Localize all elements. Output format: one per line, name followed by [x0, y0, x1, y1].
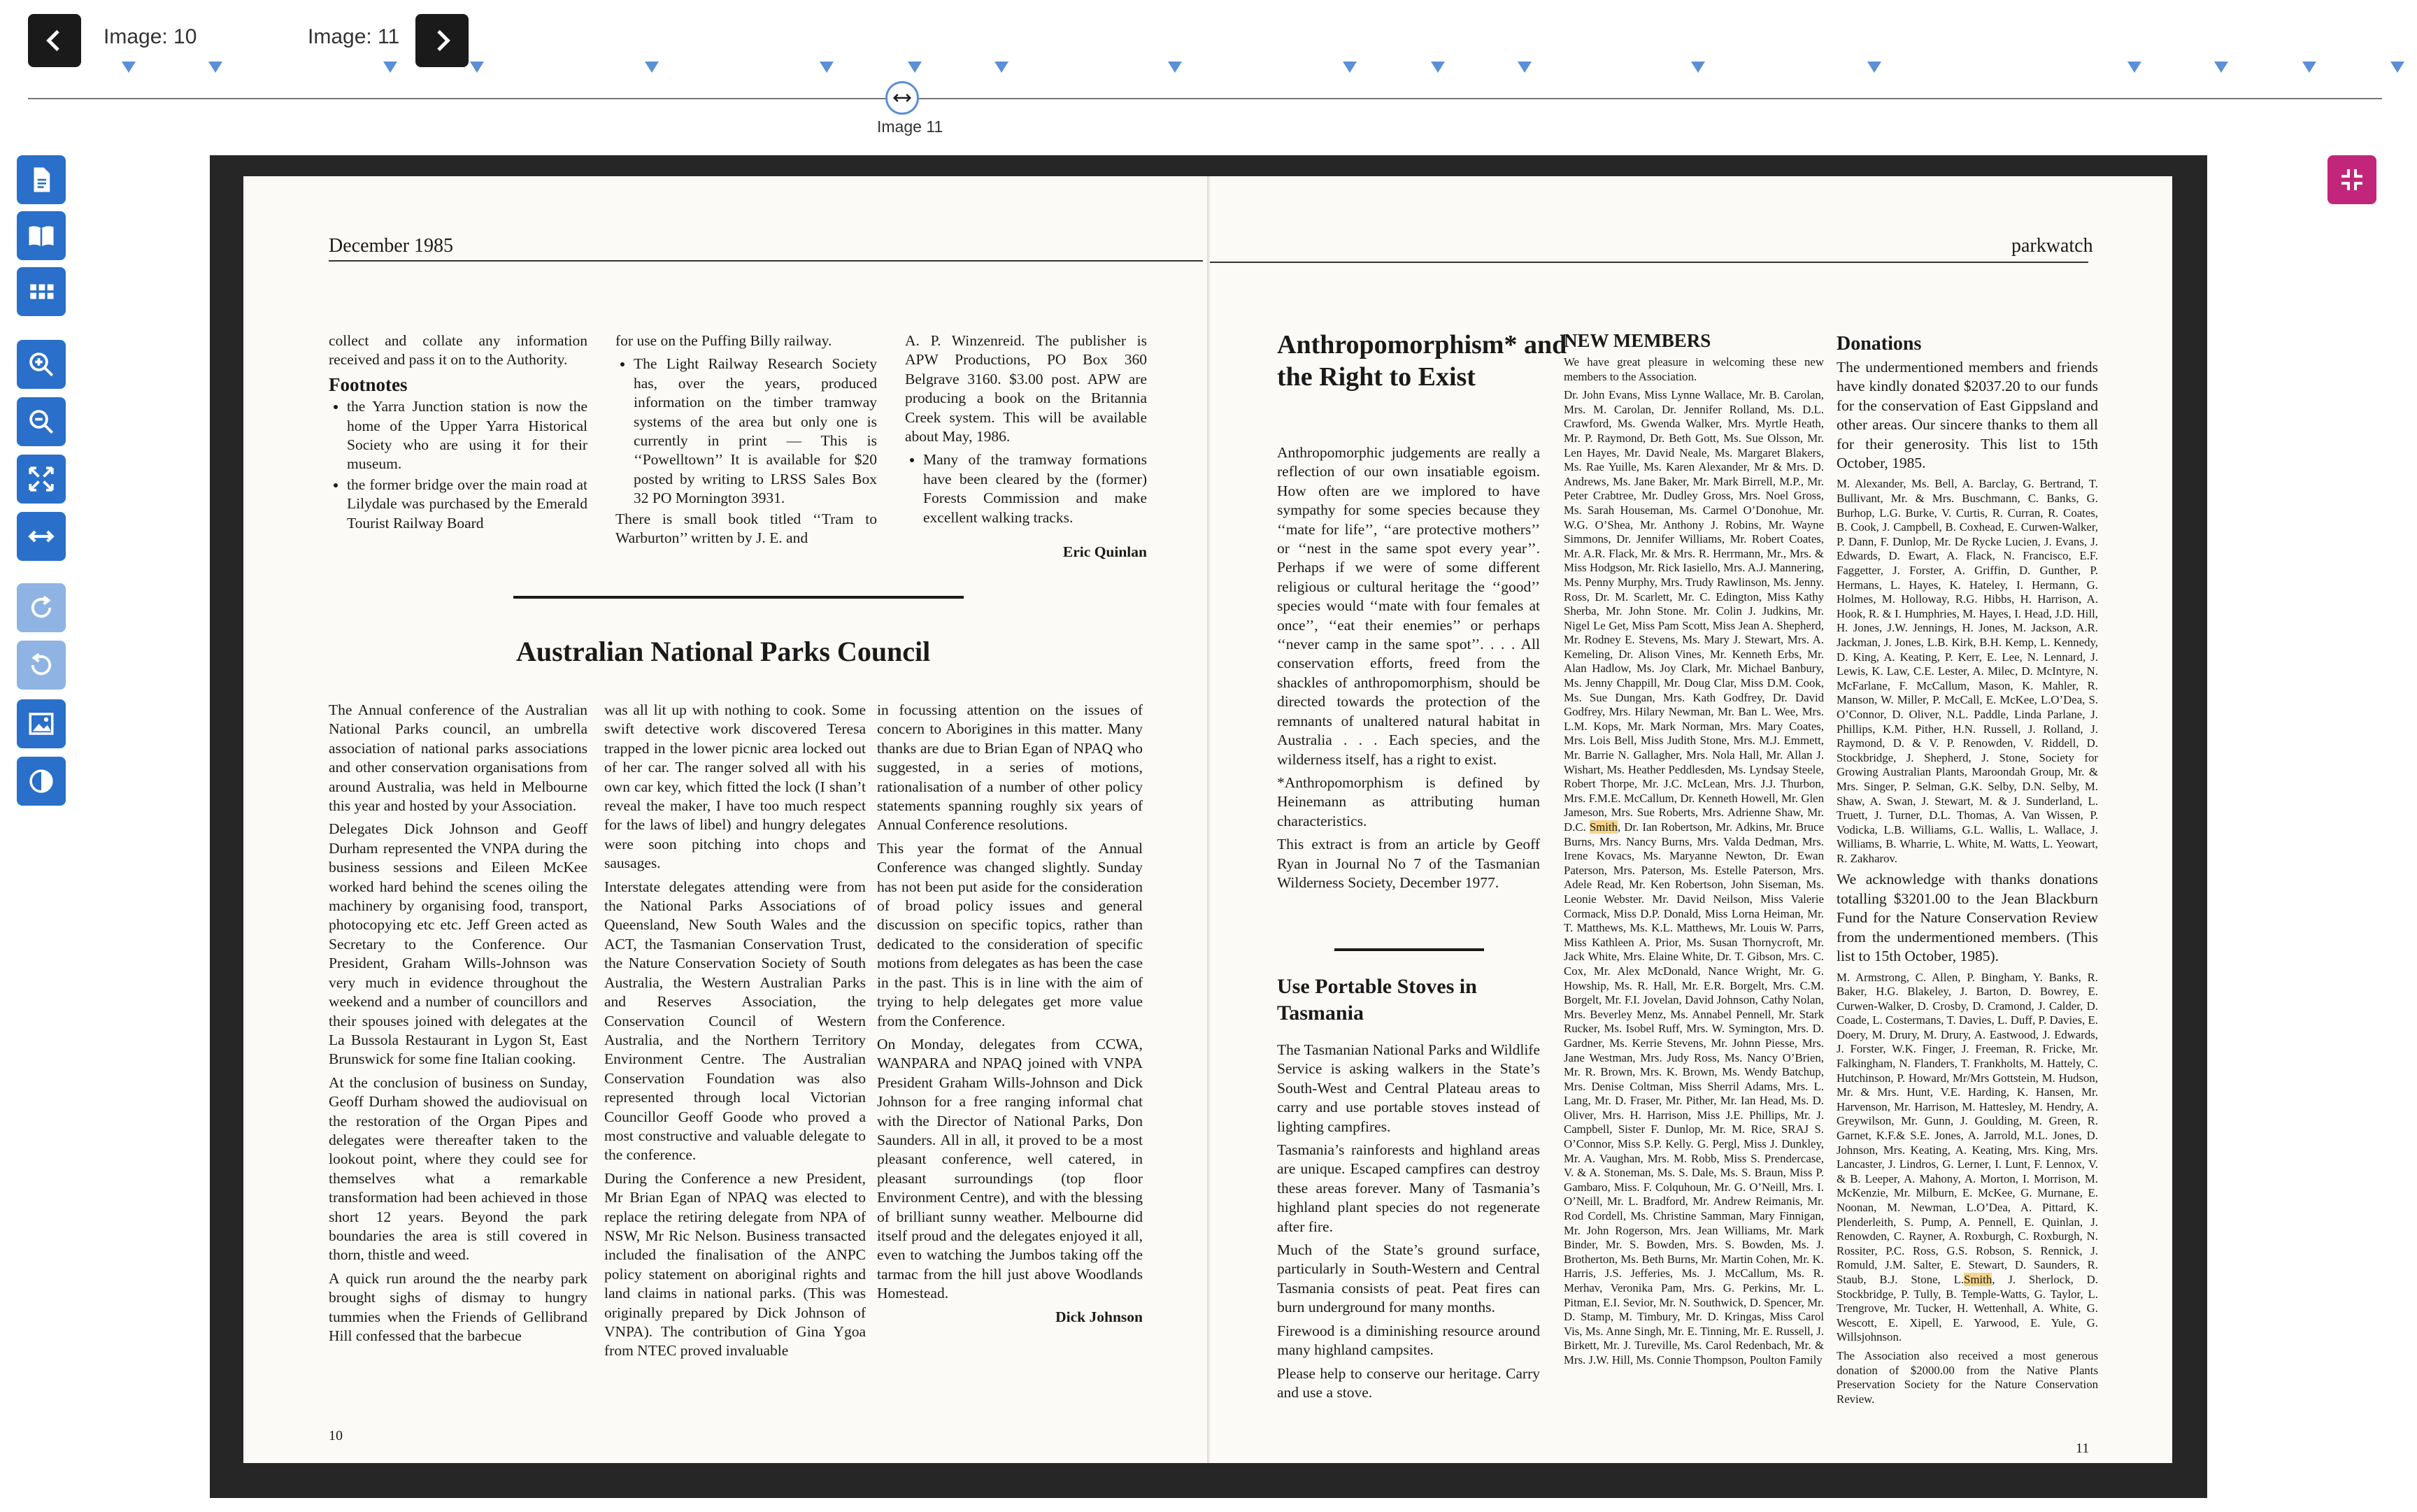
footnotes-list	[329, 397, 587, 533]
donations-title: Donations	[1837, 333, 1922, 355]
next-image-button[interactable]	[415, 14, 469, 67]
col2-after: There is small book titled ‘‘Tram to Warburton’’ written by J. E. and	[615, 510, 877, 547]
donations-intro: The undermentioned members and friends have kindly donated $2037.20 to our funds for the conservation of East Gippsland and other areas. Our sincere thanks to them all for their generosity. This list to 15th October, 1985.	[1837, 359, 2098, 472]
exit-fullscreen-button[interactable]	[2327, 155, 2376, 204]
timeline-tick[interactable]	[908, 62, 922, 73]
stoves-p2: Tasmania’s rainforests and highland areas are unique. Escaped campfires can destroy these areas forever. Many of Tasmania’s highland plant species do not regenerate after fire.	[1277, 1141, 1540, 1235]
anpc-p2: Delegates Dick Johnson and Geoff Durham represented the VNPA during the business sessions and Eileen McKee worked hard behind the scenes oiling the machinery by organising food, transport, photocopying etc etc. Jeff Green acted as Secretary to the Conference. Our President, Graham Wills-Johnson was very much in evidence throughout the weekend and a number of councillors and their spouses joined with delegates at the La Bussola Restaurant in Lygon St, East Brunswick for some fine Italian cooking.	[329, 820, 587, 1068]
anpc-p10: On Monday, delegates from CCWA, WANPARA and NPAQ joined with VNPA President Graham Wills-Johnson and Dick Johnson for a free ranging informal chat with the Director of National Parks, Don Saunders. All in all, it proved to be a most pleasant conference, well catered, in pleasant surroundings (top floor Environment Centre), and with the blessing of brilliant sunny weather. Melbourne did itself proud and the delegates enjoyed it all, even to watching the Jumbos taking off the tarmac from the hill just above Woodlands Homestead.	[877, 1035, 1143, 1302]
footnotes-heading: Footnotes	[329, 373, 408, 395]
timeline-tick[interactable]	[1867, 62, 1881, 73]
anpc-col2	[604, 701, 866, 1365]
prev-image-label: Image: 10	[104, 25, 197, 48]
timeline-tick[interactable]	[1343, 62, 1357, 73]
page-view-icon	[27, 165, 56, 194]
left-page-number: 10	[329, 1428, 343, 1443]
image-timeline[interactable]	[28, 98, 2382, 99]
timeline-tick[interactable]	[1168, 62, 1182, 73]
col1-intro: collect and collate any information received and pass it on to the Authority.	[329, 332, 587, 369]
timeline-tick[interactable]	[1518, 62, 1532, 73]
donations-body	[1837, 358, 2098, 1411]
col3-bullets	[905, 450, 1147, 527]
fit-page-button[interactable]	[17, 455, 66, 504]
left-col2-top	[615, 331, 877, 552]
col2-bullet: • The Light Railway Research Society has, over the years, produced information on the timber tramway systems of the area but only one is currently in print — This is ‘‘Powelltown’’ It is available for $20 posted by writing to LRSS Sales Box 32 PO Mornington 3931.	[634, 355, 877, 508]
fit-width-button[interactable]	[17, 512, 66, 561]
highlighted-term: Smith	[1589, 820, 1618, 834]
magazine-spread	[243, 176, 2172, 1463]
members-list-part: Dr. John Evans, Miss Lynne Wallace, Mr. B. Carolan, Mrs. M. Carolan, Dr. Jennifer Rolland, Ms. D.L. Crawford, Ms. Gwenda Walker, Mrs. Myrtle Heath, Mr. P. Raymond, Dr. Beth Gott, Ms. Sue Olsson, Mr. Len Hayes, Mr. David Neale, Ms. Margaret Blakers, Ms. Rae Yuille, Ms. Karen Alexander, Mr & Mrs. D. Andrews, Ms. Jane Baker, Mr. Mark Birrell, M.P., Mr. Peter Crabtree, Mr. Dudley Gross, Mrs. Noel Gross, Ms. Sarah Houseman, Ms. Carmel O’Donohue, Mr. W.G. O’Shea, Mr. Anthony J. Robins, Mr. Wayne Simmons, Dr. Jennifer Williams, Mr. Robert Coates, Mr. A.R. Flack, Mr. & Mrs. R. Herrmann, Mr., Mrs. & Miss Hodgson, Mr. Rick Iasiello, Mrs. A.J. Mannering, Ms. Penny Murphy, Mrs. Trudy Rawlinson, Ms. Jenny. Ross, Dr. M. Scarlett, Mr. C. Edington, Miss Kathy Sherba, Mr. John Stone. Mr. Colin J. Judkins, Mr. Nigel Le Get, Miss Pam Scott, Miss Jean A. Shepherd, Mr. Rodney E. Stevens, Ms. Mary J. Stewart, Mrs. A. Kemeling, Dr. Alison Vines, Mr. Kenneth Erbs, Mr. Alan Hadlow, Ms. Joy Clark, Mr. Michael Banbury, Ms. Jenny Chappill, Mr. Doug Clar, Miss D.M. Cook, Ms. Sue Dungan, Mrs. Kath Godfrey, Dr. David Godfrey, Mrs. Hilary Newman, Mr. Ban L. Wee, Mrs. L.M. Kops, Mr. Mark Norman, Mrs. Mary Coates, Mrs. Lois Bell, Miss Judith Stone, Mrs. M.J. Emmett, Mr. Barrie N. Gallagher, Mrs. Nola Hall, Mr. Allan J. Wishart, Ms. Heather Peddlesden, Ms. Lyndsay Steele, Robert Thorpe, Mr. J.C. McLean, Mrs. J.J. Thurbon, Mrs. F.M.E. McCallum, Dr. Kenneth Howell, Mr. Glen Jameson, Mrs. Sue Roberts, Mrs. Adrienne Shaw, Mr. D.C.	[1564, 388, 1824, 834]
col3-bullet: • Many of the tramway formations have been cleared by the (former) Forests Commission and make excellent walking tracks.	[923, 450, 1147, 527]
left-col1-top	[329, 331, 587, 534]
anpc-col3	[877, 701, 1143, 1331]
zoom-in-button[interactable]	[17, 340, 66, 389]
gallery-view-icon	[27, 277, 56, 306]
anpc-col1	[329, 701, 587, 1350]
donations-list-part: , J. Sherlock, D. Stockbridge, P. Tully, B. Temple-Watts, G. Taylor, L. Trengrove, Mr. Tucker, H. Wettenhall, A. White, G. Wescott, E. Xipell, E. Yarwood, E. Yule, G. Willsjohnson.	[1837, 1272, 2098, 1344]
collapse-icon	[2338, 166, 2366, 194]
donations-list-part: M. Armstrong, C. Allen, P. Bingham, Y. Banks, R. Baker, H.G. Blakeley, J. Barton, D. Bowrey, E. Curwen-Walker, D. Crosby, D. Cramond, J. Calder, D. Coade, L. Costermans, T. Davies, L. Duff, P. Davies, E. Doery, M. Drury, M. Drury, A. Eastwood, J. Edwards, J. Forster, W.K. Finger, J. Freeman, R. Fricke, Mr. Falkingham, N. Flanders, T. Frankholts, M. Hattely, C. Hutchinson, P. Howard, Mr/Mrs Gottstein, M. Hudson, Mr. & Mrs. Hunt, V.E. Harding, K. Hansen, Mr. Harvenson, Mr. Harrison, M. Hattesley, M. Hendry, A. Greywilson, Mr. Gunn, J. Goulding, M. Green, R. Garnet, K.F.& S.E. Jones, A. Jarrold, M.L. Jones, D. Johnson, Mrs. Keating, A. Keating, Mrs. King, Mrs. Lancaster, J. Lindros, G. Lerner, I. Lunt, F. Lennox, V. & B. Leeper, A. Mahony, A. Morton, I. Morrison, M. McKenzie, Mr. Milburn, E. McKee, G. Murnane, E. Noonan, M. Newman, L.O’Dea, A. Pittard, K. Plenderleith, S. Pump, A. Pennell, E. Quinlan, J. Renowden, C. Rayner, A. Roxburgh, C. Roxburgh, N. Rossiter, P.C. Ross, G.S. Robson, S. Rennick, J. Romuld, J.M. Salter, E. Stewart, D. Saunders, R. Staub, B.J. Stone, L.	[1837, 970, 2098, 1286]
stoves-p3: Much of the State’s ground surface, particularly in South-Western and Central Tasmania consists of peat. Peat fires can burn underground for many months.	[1277, 1241, 1540, 1316]
fit-width-icon	[27, 522, 56, 551]
current-image-label: Image: 11	[308, 25, 400, 48]
timeline-tick[interactable]	[122, 62, 136, 73]
document-viewer[interactable]	[210, 155, 2207, 1498]
signature-dick-johnson: Dick Johnson	[1055, 1308, 1143, 1325]
col2-intro: for use on the Puffing Billy railway.	[615, 332, 832, 349]
left-page-header: December 1985	[329, 235, 454, 257]
stoves-p1: The Tasmanian National Parks and Wildlife Service is asking walkers in the State’s South-West and Central Plateau areas to carry and use portable stoves instead of lighting campfires.	[1277, 1041, 1540, 1135]
zoom-out-button[interactable]	[17, 397, 66, 446]
timeline-label: Image 11	[877, 117, 943, 136]
fit-page-icon	[27, 464, 56, 494]
timeline-tick[interactable]	[820, 62, 834, 73]
timeline-tick[interactable]	[2390, 62, 2404, 73]
stoves-divider	[1334, 948, 1484, 951]
timeline-tick[interactable]	[994, 62, 1008, 73]
rotate-left-button[interactable]	[17, 641, 66, 690]
book-view-button[interactable]	[17, 211, 66, 260]
right-page-header: parkwatch	[2011, 235, 2093, 257]
page-view-button[interactable]	[17, 155, 66, 204]
rotate-left-icon	[27, 650, 56, 680]
anpc-title: Australian National Parks Council	[516, 636, 931, 667]
zoom-in-icon	[27, 350, 56, 379]
anpc-p8: in focussing attention on the issues of concern to Aborigines in this matter. Many thanks are due to Brian Egan of NPAQ who suggested, in a series of motions, rationalisation of a number of other policy statements spanning roughly six years of Annual Conference resolutions.	[877, 701, 1143, 834]
chevron-left-icon	[41, 27, 69, 55]
anth-p2: *Anthropomorphism is defined by Heinemann as attributing human characteristics.	[1277, 773, 1540, 829]
left-header-rule	[329, 260, 1203, 262]
donations-list-2	[1837, 971, 2098, 1345]
members-list-part: , Dr. Ian Robertson, Mr. Adkins, Mr. Bruce Burns, Mrs. Nancy Burns, Mrs. Valda Dedman, Mrs. Irene Kovacs, Ms. Maryanne Newton, Dr. Ewan Paterson, Mrs. Paterson, Ms. Estelle Paterson, Mrs. Adele Read, Mr. Ken Robertson, John Siseman, Ms. Leonie Webster. Mr. David Neilson, Miss Valerie Cormack, Miss D.P. Donald, Miss Lorna Heiman, Mr. T. Matthews, Ms. K.L. Matthews, Mr. Louis W. Parrs, Miss Kathleen A. Prior, Ms. Susan Thornycroft, Mr. Jack White, Mrs. Elaine White, Dr. T. Gibson, Mrs. C. Cox, Mr. Alex McDonald, Nance Wright, Mr. G. Howship, Ms. R. Hall, Mr. E.R. Borgelt, Mrs. C.M. Borgelt, Mr. F.I. Jovelan, David Johnson, Cathy Nolan, Mrs. Beverley Menz, Ms. Annabel Pennell, Mr. Stark Rucker, Ms. Isobel Ruff, Mrs. W. Symington, Mrs. D. Gardner, Ms. Kerrie Stevens, Mr. Johnn Piesse, Mrs. Jane Westman, Mrs. Judy Ross, Ms. Nancy O’Brien, Mr. R. Brown, Mrs. K. Brown, Ms. Wendy Batchup, Mrs. Denise Coltman, Miss Sherril Adams, Mrs. L. Lang, Mr. D. Fraser, Mr. Pither, Mr. Ian Head, Ms. D. Oliver, Mrs. H. Harrison, Miss J.E. Phillips, Mr. J. Campbell, Sister F. Dunlop, Mr. M. Rice, SRAJ S. O’Connor, Miss S.P. Kelly. G. Pergl, Miss J. Dunkley, Mr. A. Vaughan, Mrs. M. Robb, Miss S. Prendercase, V. & A. Stoneman, Ms. S. Dale, Ms. S. Braun, Miss P. Gambaro, Miss. F. Colquhoun, Mr. G. O’Neill, Mrs. I. O’Neill, Mr. L. Bradford, Mr. Andrew Reimanis, Mr. Rod Cordell, Ms. Christine Samman, Mary Finnigan, Mr. John Rogerson, Mrs. Jean Williams, Mr. Mark Binder, Mr. S. Bowden, Mrs. S. Bowden, Ms. J. Brotherton, Ms. Beth Burns, Mr. Martin Cohen, Mr. K. Harris, J.S. Jefferies, Ms. J. McCallum, Ms. R. Merhav, Veronika Pam, Mrs. G. Perkins, Mr. L. Pitman, E.I. Sevior, Mr. N. Southwick, D. Spencer, Mr. D. Stamp, M. Timbury, Mr. D. Kringas, Miss Carol Vis, Ms. Anne Singh, Mr. E. Tinning, Mr. E. Russell, J. Birkett, Mr. J. Tureville, Ms. Carol Redenbach, Mr. & Mrs. J.W. Hill, Ms. Connie Thompson, Poulton Family	[1564, 820, 1824, 1367]
anth-p3: This extract is from an article by Geoff Ryan in Journal No 7 of the Tasmanian Wilderness Society, December 1977.	[1277, 836, 1540, 891]
col3-intro: A. P. Winzenreid. The publisher is APW Productions, PO Box 360 Belgrave 3160. $3.00 post. APW are producing a book on the Britannia Creek system. This will be available about May, 1986.	[905, 332, 1147, 445]
contrast-icon	[27, 766, 56, 796]
donations-note: The Association also received a most generous donation of $2000.00 from the Native Plants Preservation Society for the Nature Conservation Review.	[1837, 1348, 2098, 1406]
anthropomorphism-title: Anthropomorphism* and the Right to Exist	[1277, 330, 1567, 392]
anpc-p1: The Annual conference of the Australian National Parks council, an umbrella association of national parks associations and other conservation organisations from around Australia, was held in Melbourne this year and hosted by your Association.	[329, 701, 587, 815]
stoves-p4: Firewood is a diminishing resource around many highland campsites.	[1277, 1322, 1540, 1359]
image-adjust-button[interactable]	[17, 699, 66, 748]
anthropomorphism-body	[1277, 443, 1540, 897]
timeline-tick[interactable]	[1431, 62, 1445, 73]
timeline-handle[interactable]	[885, 81, 919, 115]
timeline-tick[interactable]	[2302, 62, 2316, 73]
timeline-tick[interactable]	[2214, 62, 2228, 73]
zoom-out-icon	[27, 407, 56, 436]
gallery-view-button[interactable]	[17, 267, 66, 316]
timeline-tick[interactable]	[645, 62, 659, 73]
left-col3-top	[905, 331, 1147, 566]
highlighted-term: Smith	[1964, 1272, 1992, 1286]
section-divider	[513, 596, 964, 599]
timeline-tick[interactable]	[1691, 62, 1705, 73]
stoves-title: Use Portable Stoves in Tasmania	[1277, 975, 1477, 1025]
chevron-right-icon	[428, 27, 456, 55]
new-members-body	[1564, 355, 1824, 1372]
col2-bullets	[615, 355, 877, 508]
rotate-right-icon	[27, 593, 56, 622]
timeline-tick[interactable]	[208, 62, 222, 73]
prev-image-button[interactable]	[28, 14, 81, 67]
anpc-p7: During the Conference a new President, Mr Brian Egan of NPAQ was elected to replace the retiring delegate from NPA of NSW, Mr Ric Nelson. Business transacted included the finalisation of the ANPC policy statement on aboriginal rights and land claims in national parks. (This was originally prepared by Dick Johnson of VNPA). The contribution of Gina Ygoa from NTEC proved invaluable	[604, 1169, 866, 1360]
anpc-p4: A quick run around the the nearby park brought sighs of dismay to hungry tummies when the Friends of Gellibrand Hill confessed that the barbecue	[329, 1269, 587, 1344]
new-members-title: NEW MEMBERS	[1564, 330, 1711, 351]
donations-intro-2: We acknowledge with thanks donations totalling $3201.00 to the Jean Blackburn Fund for the Nature Conservation Review from the undermentioned members. (This list to 15th October, 1985).	[1837, 871, 2098, 965]
footnote-item: • the former bridge over the main road at Lilydale was purchased by the Emerald Tourist Railway Board	[347, 476, 587, 533]
contrast-button[interactable]	[17, 757, 66, 806]
page-spine	[1207, 176, 1210, 1463]
timeline-tick[interactable]	[2127, 62, 2141, 73]
anpc-p5: was all lit up with nothing to cook. Some swift detective work discovered Teresa trapped in the lower picnic area locked out of her car. The ranger solved all with his own car key, which fitted the lock (I shan’t reveal the maker, I have too much respect for the laws of libel) and hungry delegates were soon pitching into chops and sausages.	[604, 701, 866, 872]
image-adjust-icon	[27, 709, 56, 739]
members-intro: We have great pleasure in welcoming these new members to the Association.	[1564, 355, 1824, 383]
anth-p1: Anthropomorphic judgements are really a reflection of our own insatiable egoism. How often are we implored to have sympathy for some species because they ‘‘mate for life’’, ‘‘are protective mothers’’ or ‘‘nest in the same spot every year’’. Perhaps if we were of some different religious or cultural heritage the ‘‘good’’ species would ‘‘mate with four females at once’’, ‘‘eat their enemies’’ or perhaps ‘‘never camp in the same spot’’. . . . All conservation efforts, freed from the shackles of anthropomorphism, should be directed towards the protection of the remnants of unaltered natural habitat in Australia . . . Each species, and the wilderness itself, has a right to exist.	[1277, 444, 1540, 768]
donations-list-1: M. Alexander, Ms. Bell, A. Barclay, G. Bertrand, T. Bullivant, Mr. & Mrs. Buschmann, C. Banks, G. Burhop, L.G. Burke, V. Curtis, R. Curran, R. Coates, B. Cook, J. Campbell, B. Coxhead, E. Curwen-Walker, P. Dann, F. Dunlop, Mr. De Rycke Lucien, J. Evans, J. Edwards, D. Ewart, A. Flack, N. Francisco, E.F. Faggetter, J. Forster, A. Griffin, D. Gunther, P. Hermans, L. Hayes, K. Hateley, I. Hermann, G. Holmes, M. Holloway, R.G. Hibbs, H. Harrison, A. Hook, R. & I. Humphries, M. Hayes, I. Head, J.D. Hill, H. Jones, J.W. Jennings, H. Jones, M. Jackson, A.R. Jackman, J. Jones, L.B. Kirk, B.H. Kemp, L. Kennedy, D. King, A. Keating, P. Kerr, E. Lee, N. Lennard, J. Lewis, K. Law, C.E. Lester, A. Milec, D. McIntyre, N. McFarlane, F. McCallum, Mason, K. Mahler, R. Manson, W. Miller, P. McCall, E. McKee, L.O’Dea, S. O’Connor, D. Oliver, N.L. Paddle, Linda Parlane, J. Phillips, K.M. Pither, H.N. Russell, J. Rolland, J. Raymond, D. & V. P. Renowden, V. Riddell, D. Stockbridge, J. Shepherd, J. Stone, Society for Growing Australian Plants, Maroondah Group, Mr. & Mrs. Singer, P. Selman, G.K. Selby, D.N. Selby, M. Shaw, A. Swan, J. Stewart, M. & J. Sunderland, L. Truett, J. Turner, D.L. Thomas, A. Van Wissen, P. Vodicka, L.B. Williams, G.L. Wallis, L. Wallace, J. Williams, B. Wharrie, L. White, M. Watts, L. Yeowart, R. Zakharov.	[1837, 477, 2098, 865]
members-list	[1564, 388, 1824, 1367]
rotate-right-button[interactable]	[17, 583, 66, 632]
anpc-p3: At the conclusion of business on Sunday, Geoff Durham showed the audiovisual on the restoration of the Organ Pipes and delegates were thereafter taken to the lookout point, where they could see for themselves what a remarkable transformation had been achieved in those short 12 years. Beyond the park boundaries the area is still covered in thorn, thistle and weed.	[329, 1074, 587, 1264]
timeline-tick[interactable]	[383, 62, 397, 73]
stoves-body	[1277, 1041, 1540, 1406]
footnote-item: • the Yarra Junction station is now the home of the Upper Yarra Historical Society who are using it for their museum.	[347, 397, 587, 474]
book-view-icon	[27, 221, 56, 250]
timeline-tick[interactable]	[470, 62, 484, 73]
drag-horizontal-icon	[892, 87, 913, 108]
stoves-p5: Please help to conserve our heritage. Carry and use a stove.	[1277, 1364, 1540, 1401]
anpc-p9: This year the format of the Annual Conference was changed slightly. Sunday has not been put aside for the consideration of broad policy issues and general discussion on specific topics, rather than dedicated to the consideration of specific motions from delegates as has been the case in the past. This is in line with the aim of trying to help delegates get more value from the Conference.	[877, 839, 1143, 1029]
anpc-p6: Interstate delegates attending were from the National Parks Associations of Queensland, New South Wales and the ACT, the Tasmanian Conservation Trust, the Nature Conservation Society of South Australia, the Western Australian Parks and Reserves Association, the Conservation Council of Western Australia, and the Northern Territory Environment Centre. The Australian Conservation Foundation was also represented through local Victorian Councillor Geoff Goode who proved a most constructive and valuable delegate to the conference.	[604, 878, 866, 1164]
right-page-number: 11	[2076, 1441, 2090, 1456]
right-header-rule	[1210, 262, 2088, 263]
signature-eric-quinlan: Eric Quinlan	[1062, 543, 1147, 561]
